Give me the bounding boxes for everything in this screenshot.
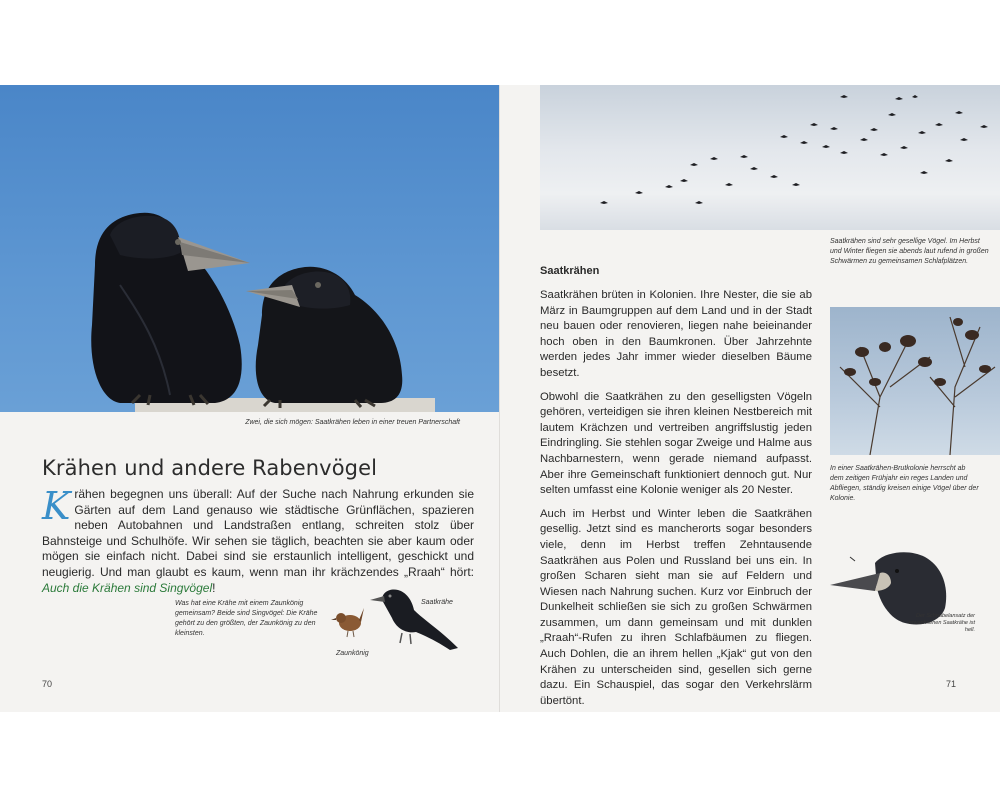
photo-caption: Zwei, die sich mögen: Saatkrähen leben in einer treuen Partnerschaft (245, 419, 460, 426)
page-number-left: 70 (42, 679, 53, 689)
paragraph-2: Obwohl die Saatkrähen zu den geselligsten Vögeln gehören, verteidigen sie ihren kleinen Nestbereich mit lautem Krächzen und vertreiben angriffslustig jeden Eindringling. Sie stehlen sogar Zweige und Halme aus Nachbarnestern, wenn gerade niemand aufpasst. Aber ihre Gemeinschaft funktioniert dennoch gut. Nur selten umfasst eine Kolonie weniger als 20 Nester. (540, 390, 812, 497)
flock-photo (540, 85, 1000, 230)
colony-caption: In einer Saatkrähen-Brutkolonie herrscht ab dem zeitigen Frühjahr ein reges Landen und Abfliegen, ständig kreisen einige Vögel über der Kolonie. (830, 465, 979, 502)
dropcap: K (42, 484, 71, 528)
intro-highlight: Auch die Krähen sind Singvögel (42, 580, 213, 595)
paragraph-3: Auch im Herbst und Winter leben die Saatkrähen gesellig. Jetzt sind es mancherorts sogar besonders viele, denn im Herbst treffen Zehntausende Saatkrähen aus Polen und Russland bei uns ein. In großen Scharen sieht man sie auf Feldern und Wiesen nach Nahrung suchen. Kurz vor Einbruch der Dunkelheit schließen sie sich zu großen Schwärmen zusammen, um dann gemeinsam und mit dunklen „Rraah“-Rufen zu ihren Schlafbäumen zu fliegen. Auch Dohlen, die an ihrem hellen „Kjak“ gut von den Krähen zu unterscheiden sind, gesellen sich gerne dazu. Ein Schauspiel, das sogar den Verkehrslärm übertönt. (540, 507, 812, 707)
intro-end: ! (212, 580, 216, 595)
head-caption: Der Schnabelansatz der erwachsenen Saatkrähe ist hell. (908, 613, 975, 633)
chapter-title: Krähen und andere Rabenvögel (42, 456, 378, 480)
label-zaunkoenig: Zaunkönig (336, 650, 369, 657)
paragraph-1: Saatkrähen brüten in Kolonien. Ihre Nester, die sie ab März in Baumgruppen auf dem Land und in der Stadt neu bauen oder renovieren, liegen nahe beieinander hoch oben in den Baumkronen. Über Jahrzehnte werden jedes Jahr immer wieder dieselben Bäume besetzt. (540, 289, 812, 379)
right-page (500, 85, 1000, 712)
rooks-pair-photo (0, 85, 500, 412)
bird-size-caption: Was hat eine Krähe mit einem Zaunkönig gemeinsam? Beide sind Singvögel: Die Krähe gehört zu den größten, der Zaunkönig zu den kleinsten. (175, 600, 318, 637)
body-text (540, 288, 812, 712)
left-page (0, 85, 500, 712)
page-number-right: 71 (946, 679, 957, 689)
nest-colony-photo (830, 307, 1000, 455)
section-heading: Saatkrähen (540, 265, 600, 277)
intro-text: rähen begegnen uns überall: Auf der Suche nach Nahrung erkunden sie Gärten auf dem Land genauso wie städtische Grünflächen, spazieren neben Autobahnen und Landstraßen entlang, schreiten stolz über Bahnsteige und Schulhöfe. Wir sehen sie täglich, beachten sie aber kaum oder mögen sie einfach nicht. Dabei sind sie erstaunlich intelligent, geschickt und neugierig. Und man glaubt es kaum, wenn man ihr krächzendes „Rraah“ hört: (42, 487, 474, 579)
label-saatkraehe: Saatkrähe (421, 599, 453, 606)
flock-caption: Saatkrähen sind sehr gesellige Vögel. Im Herbst und Winter fliegen sie abends laut rufend in großen Schwärmen zu gemeinsamen Schlafplätzen. (830, 238, 989, 265)
